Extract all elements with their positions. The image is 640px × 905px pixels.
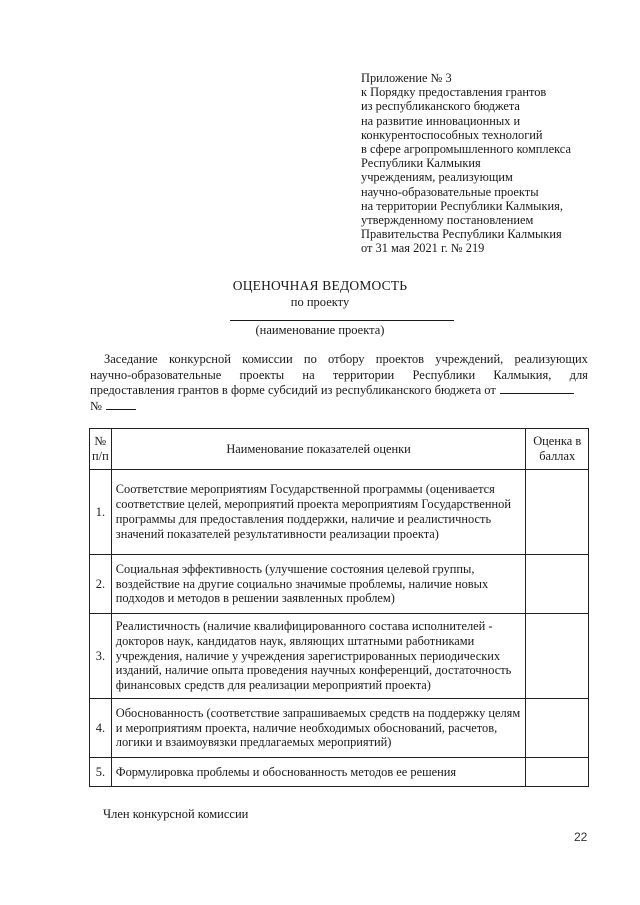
intro-text: предоставления грантов в форме субсидий из республиканского бюджета от bbox=[90, 383, 496, 397]
table-row bbox=[90, 555, 589, 614]
row-score-cell[interactable] bbox=[526, 555, 589, 614]
intro-line-3 bbox=[90, 383, 588, 399]
row-num: 2. bbox=[90, 555, 112, 614]
intro-word: Калмыкия, bbox=[493, 367, 552, 382]
header-num: № п/п bbox=[90, 429, 112, 470]
commission-member-label: Член конкурсной комиссии bbox=[103, 807, 249, 821]
date-blank bbox=[500, 383, 574, 394]
appendix-line: конкурентоспособных технологий bbox=[361, 127, 543, 142]
intro-word: учреждений, bbox=[435, 352, 504, 366]
intro-word: Республики bbox=[412, 367, 476, 382]
intro-word: конкурсной bbox=[168, 352, 231, 366]
intro-word: на bbox=[302, 367, 315, 382]
number-blank bbox=[106, 399, 136, 410]
intro-word: научно-образовательные bbox=[90, 367, 222, 382]
row-num: 1. bbox=[90, 470, 112, 555]
row-score-cell[interactable] bbox=[526, 470, 589, 555]
header-name: Наименование показателей оценки bbox=[111, 429, 526, 470]
table-row bbox=[90, 614, 589, 699]
intro-number-sign: № bbox=[90, 398, 102, 413]
appendix-line: утвержденному постановлением bbox=[361, 213, 534, 228]
row-num: 4. bbox=[90, 699, 112, 758]
project-name-caption: (наименование проекта) bbox=[255, 323, 385, 337]
appendix-line: на развитие инновационных и bbox=[361, 113, 521, 128]
intro-word: отбору bbox=[328, 352, 365, 366]
table-row bbox=[90, 470, 589, 555]
row-score-cell[interactable] bbox=[526, 614, 589, 699]
row-criterion: Реалистичность (наличие квалифицированного состава исполнителей - докторов наук, кандидатов наук, являющих штатными работниками учреждения, наличие у учреждения зарегистрированных периодических изданий, наличие опыта проведения научных конференций, достаточность финансовых средств для реализации мероприятий проекта) bbox=[111, 614, 526, 699]
intro-word: для bbox=[569, 367, 588, 382]
intro-paragraph bbox=[90, 352, 588, 414]
row-criterion: Соответствие мероприятиям Государственной программы (оценивается соответствие целей, мероприятий проекта мероприятиям Государственной программы для предоставления поддержки, наличие и реалистичность значений показателей результативности реализации проекта) bbox=[111, 470, 526, 555]
intro-line-2 bbox=[90, 368, 588, 384]
intro-line-4 bbox=[90, 399, 588, 415]
row-score-cell[interactable] bbox=[526, 758, 589, 787]
header-score: Оценка в баллах bbox=[526, 429, 589, 470]
intro-word: проектов bbox=[375, 352, 425, 366]
appendix-line: на территории Республики Калмыкия, bbox=[361, 198, 563, 213]
appendix-line: от 31 мая 2021 г. № 219 bbox=[361, 241, 485, 256]
intro-line-1 bbox=[90, 352, 588, 368]
appendix-line: в сфере агропромышленного комплекса bbox=[361, 142, 571, 157]
row-criterion: Формулировка проблемы и обоснованность методов ее решения bbox=[111, 758, 526, 787]
criteria-table bbox=[89, 428, 589, 787]
appendix-header bbox=[361, 71, 601, 256]
appendix-line: Республики Калмыкия bbox=[361, 156, 481, 171]
row-score-cell[interactable] bbox=[526, 699, 589, 758]
appendix-line: научно-образовательные проекты bbox=[361, 184, 539, 199]
row-criterion: Обоснованность (соответствие запрашиваемых средств на поддержку целям и мероприятиям проекта, наличие необходимых обоснований, расчетов, логики и взаимоувязки предлагаемых мероприятий) bbox=[111, 699, 526, 758]
appendix-line: Правительства Республики Калмыкия bbox=[361, 227, 562, 242]
page-number: 22 bbox=[574, 830, 588, 844]
row-num: 3. bbox=[90, 614, 112, 699]
project-name-blank bbox=[230, 320, 454, 321]
intro-word: комиссии bbox=[242, 352, 293, 366]
row-criterion: Социальная эффективность (улучшение состояния целевой группы, воздействие на другие социально значимые проблемы, наличие новых подходов и методов в решении заявленных проблем) bbox=[111, 555, 526, 614]
appendix-line: учреждениям, реализующим bbox=[361, 170, 513, 185]
appendix-line: из республиканского бюджета bbox=[361, 99, 520, 114]
row-num: 5. bbox=[90, 758, 112, 787]
appendix-line: Приложение № 3 bbox=[361, 71, 452, 85]
intro-word: реализующих bbox=[514, 352, 588, 366]
table-row bbox=[90, 758, 589, 787]
document-subtitle: по проекту bbox=[290, 295, 350, 309]
document-title: ОЦЕНОЧНАЯ ВЕДОМОСТЬ bbox=[232, 278, 408, 293]
intro-word: территории bbox=[332, 367, 395, 382]
appendix-line: к Порядку предоставления грантов bbox=[361, 85, 547, 100]
table-row bbox=[90, 699, 589, 758]
intro-word: Заседание bbox=[104, 352, 158, 366]
intro-word: по bbox=[303, 352, 317, 366]
intro-word: проекты bbox=[239, 367, 285, 382]
table-header-row bbox=[90, 429, 589, 470]
